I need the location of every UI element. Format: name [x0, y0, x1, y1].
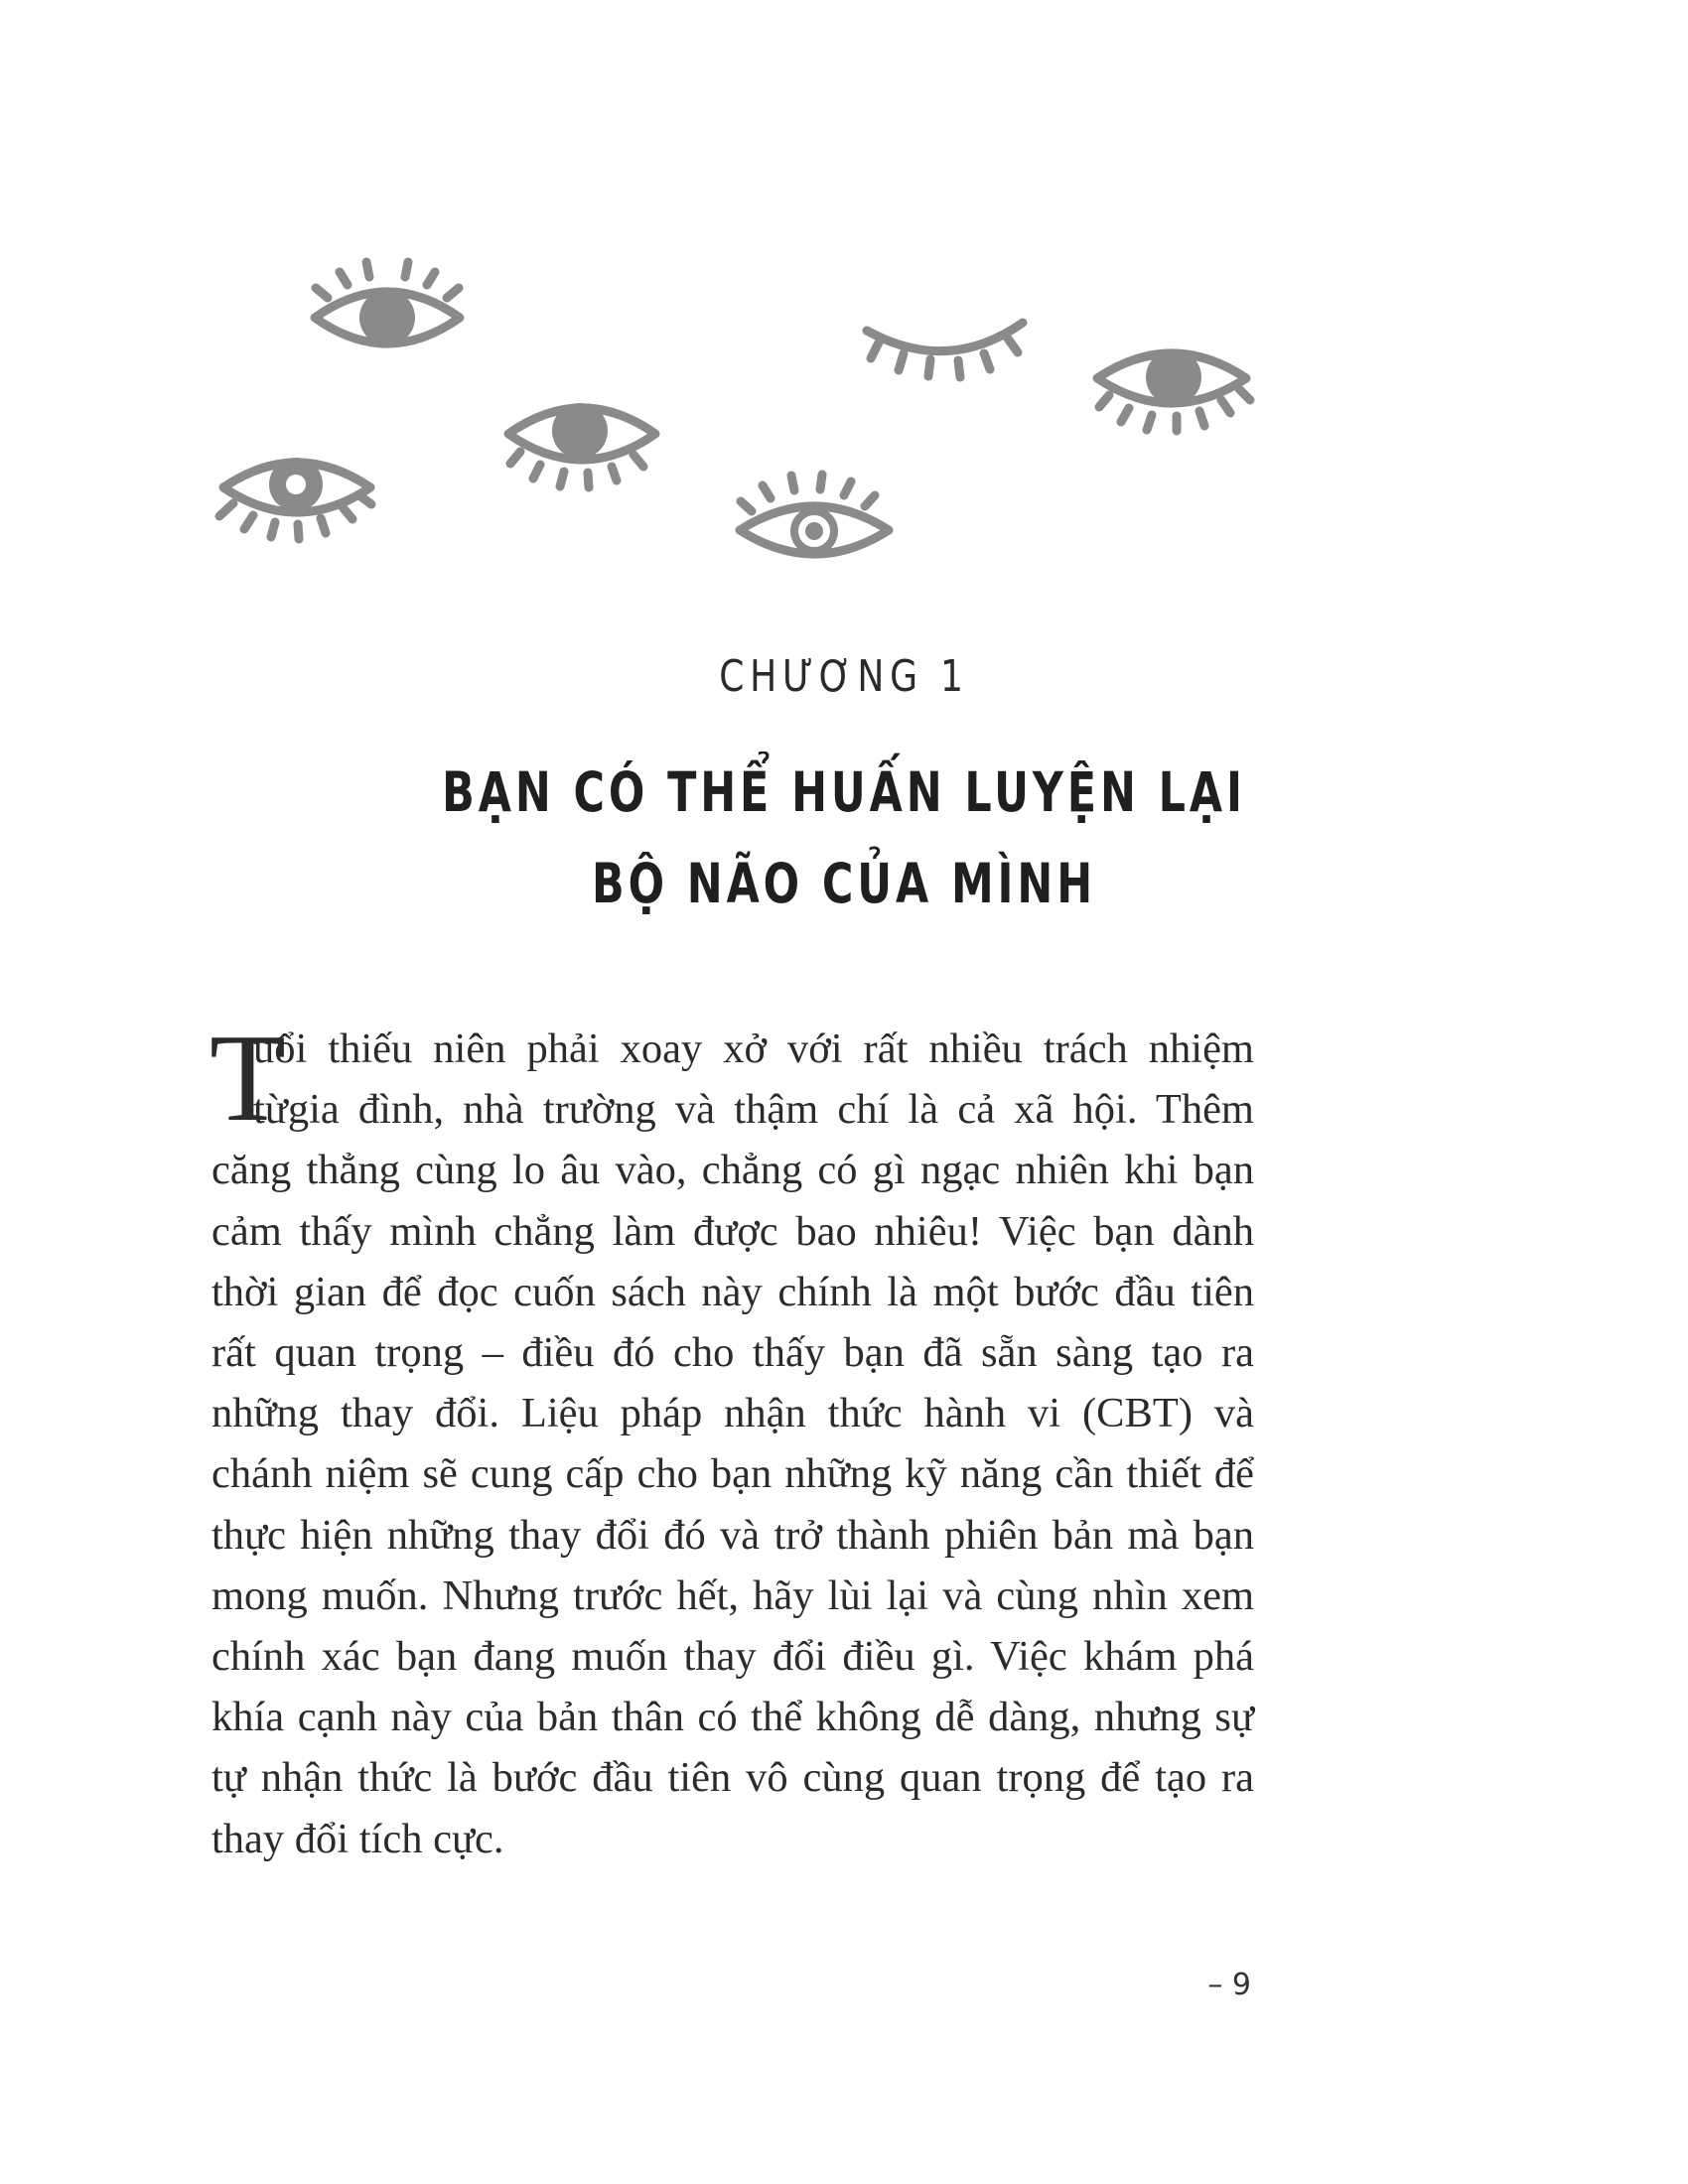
paragraph-line: chánh niệm sẽ cung cấp cho bạn những kỹ năng cần thiết để	[211, 1450, 1254, 1498]
paragraph-line: từgia đình, nhà trường và thậm chí là cả xã hội. Thêm	[253, 1086, 1254, 1134]
paragraph-line: những thay đổi. Liệu pháp nhận thức hành vi (CBT) và	[211, 1390, 1254, 1437]
paragraph-line: khía cạnh này của bản thân có thể không dễ dàng, nhưng sự	[211, 1694, 1254, 1741]
eye-open-icon	[219, 458, 371, 539]
eyes-illustration	[0, 0, 1688, 615]
chapter-title-line: BỘ NÃO CỦA MÌNH	[591, 852, 1097, 915]
eye-closed-icon	[867, 323, 1023, 377]
paragraph-line: thực hiện những thay đổi đó và trở thành phiên bản mà bạn	[211, 1511, 1254, 1559]
paragraph-line: chính xác bạn đang muốn thay đổi điều gì. Việc khám phá	[211, 1633, 1254, 1681]
eye-open-icon	[315, 262, 460, 345]
eye-open-icon	[1097, 349, 1250, 431]
chapter-title-line: BẠN CÓ THỂ HUẤN LUYỆN LẠI	[442, 760, 1246, 824]
paragraph-line: uổi thiếu niên phải xoay xở với rất nhiều trách nhiệm	[253, 1025, 1254, 1072]
paragraph-line: rất quan trọng – điều đó cho thấy bạn đã sẵn sàng tạo ra	[211, 1329, 1254, 1377]
paragraph-line: thời gian để đọc cuốn sách này chính là một bước đầu tiên	[211, 1268, 1254, 1315]
body-paragraph	[210, 1010, 1254, 1869]
page-number: – 9	[1207, 1968, 1251, 2002]
paragraph-line: mong muốn. Nhưng trước hết, hãy lùi lại và cùng nhìn xem	[211, 1571, 1254, 1619]
eye-open-icon	[740, 475, 889, 554]
chapter-label: CHƯƠNG 1	[719, 651, 969, 702]
paragraph-line: thay đổi tích cực.	[211, 1815, 504, 1862]
paragraph-line: tự nhận thức là bước đầu tiên vô cùng quan trọng để tạo ra	[211, 1754, 1254, 1802]
eye-open-icon	[508, 403, 655, 487]
chapter-title	[186, 747, 1502, 929]
paragraph-line: căng thẳng cùng lo âu vào, chẳng có gì ngạc nhiên khi bạn	[211, 1147, 1254, 1194]
drop-cap: T	[210, 1010, 286, 1148]
paragraph-line: cảm thấy mình chẳng làm được bao nhiêu! Việc bạn dành	[211, 1207, 1254, 1255]
